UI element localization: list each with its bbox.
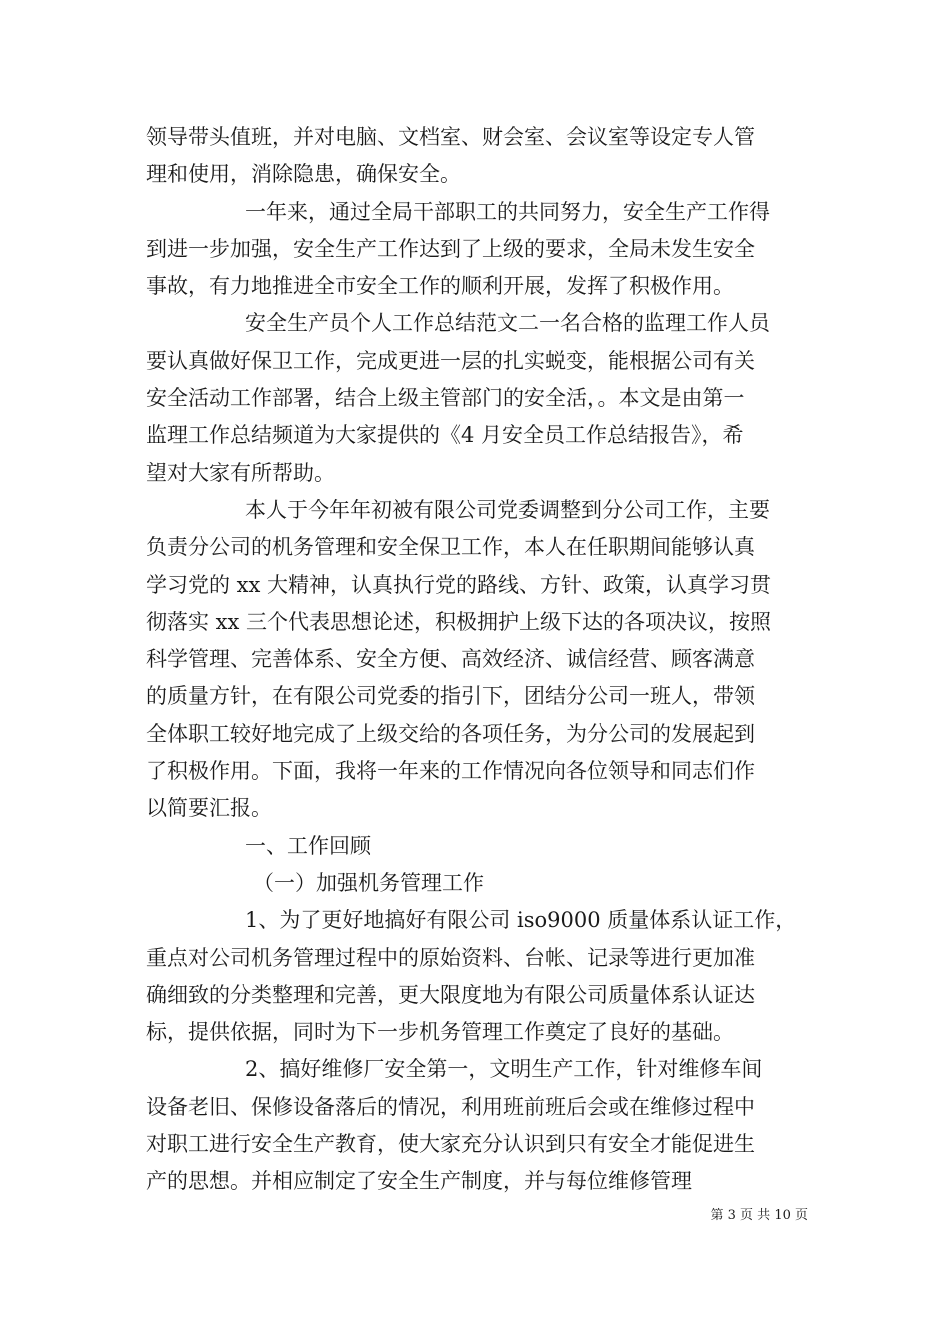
text-line: 科学管理、完善体系、安全方便、高效经济、诚信经营、顾客满意: [146, 647, 755, 672]
paragraph-start-line: 本人于今年年初被有限公司党委调整到分公司工作，主要: [245, 497, 770, 522]
text-line: 以简要汇报。: [146, 796, 272, 821]
text-line: 安全活动工作部署，结合上级主管部门的安全活，。本文是由第一: [146, 386, 745, 411]
document-body: [146, 119, 808, 1201]
page-number: 第 3 页 共 10 页: [710, 1208, 808, 1223]
text-line: 对职工进行安全生产教育，使大家充分认识到只有安全才能促进生: [146, 1132, 755, 1157]
text-line: 彻落实 xx 三个代表思想论述，积极拥护上级下达的各项决议，按照: [146, 609, 772, 634]
text-line: 理和使用，消除隐患，确保安全。: [146, 162, 461, 187]
text-line: 的质量方针，在有限公司党委的指引下，团结分公司一班人，带领: [146, 684, 755, 709]
text-line: 学习党的 xx 大精神，认真执行党的路线、方针、政策，认真学习贯: [146, 572, 772, 597]
text-line: 监理工作总结频道为大家提供的《4 月安全员工作总结报告》，希: [146, 423, 744, 448]
paragraph-start-line: 安全生产员个人工作总结范文二一名合格的监理工作人员: [245, 311, 770, 336]
subsection-heading: （一）加强机务管理工作: [253, 870, 484, 895]
text-line: 负责分公司的机务管理和安全保卫工作，本人在任职期间能够认真: [146, 535, 755, 560]
text-line: 设备老旧、保修设备落后的情况，利用班前班后会或在维修过程中: [146, 1094, 755, 1119]
paragraph-start-line: 2、搞好维修厂安全第一，文明生产工作，针对维修车间: [245, 1057, 763, 1082]
paragraph-start-line: 一年来，通过全局干部职工的共同努力，安全生产工作得: [245, 199, 770, 224]
text-line: 望对大家有所帮助。: [146, 460, 335, 485]
text-line: 全体职工较好地完成了上级交给的各项任务，为分公司的发展起到: [146, 721, 755, 746]
text-line: 了积极作用。下面，我将一年来的工作情况向各位领导和同志们作: [146, 759, 755, 784]
text-line: 到进一步加强，安全生产工作达到了上级的要求，全局未发生安全: [146, 236, 755, 261]
text-line: 领导带头值班，并对电脑、文档室、财会室、会议室等设定专人管: [146, 125, 755, 149]
section-heading: 一、工作回顾: [245, 833, 371, 858]
text-line: 产的思想。并相应制定了安全生产制度，并与每位维修管理: [146, 1169, 692, 1194]
text-line: 重点对公司机务管理过程中的原始资料、台帐、记录等进行更加准: [146, 945, 755, 970]
text-line: 要认真做好保卫工作，完成更进一层的扎实蜕变，能根据公司有关: [146, 348, 755, 373]
text-line: 标，提供依据，同时为下一步机务管理工作奠定了良好的基础。: [146, 1020, 734, 1045]
paragraph-start-line: 1、为了更好地搞好有限公司 iso9000 质量体系认证工作，: [245, 908, 797, 933]
text-line: 事故，有力地推进全市安全工作的顺利开展，发挥了积极作用。: [146, 274, 734, 299]
text-line: 确细致的分类整理和完善，更大限度地为有限公司质量体系认证达: [146, 982, 755, 1007]
